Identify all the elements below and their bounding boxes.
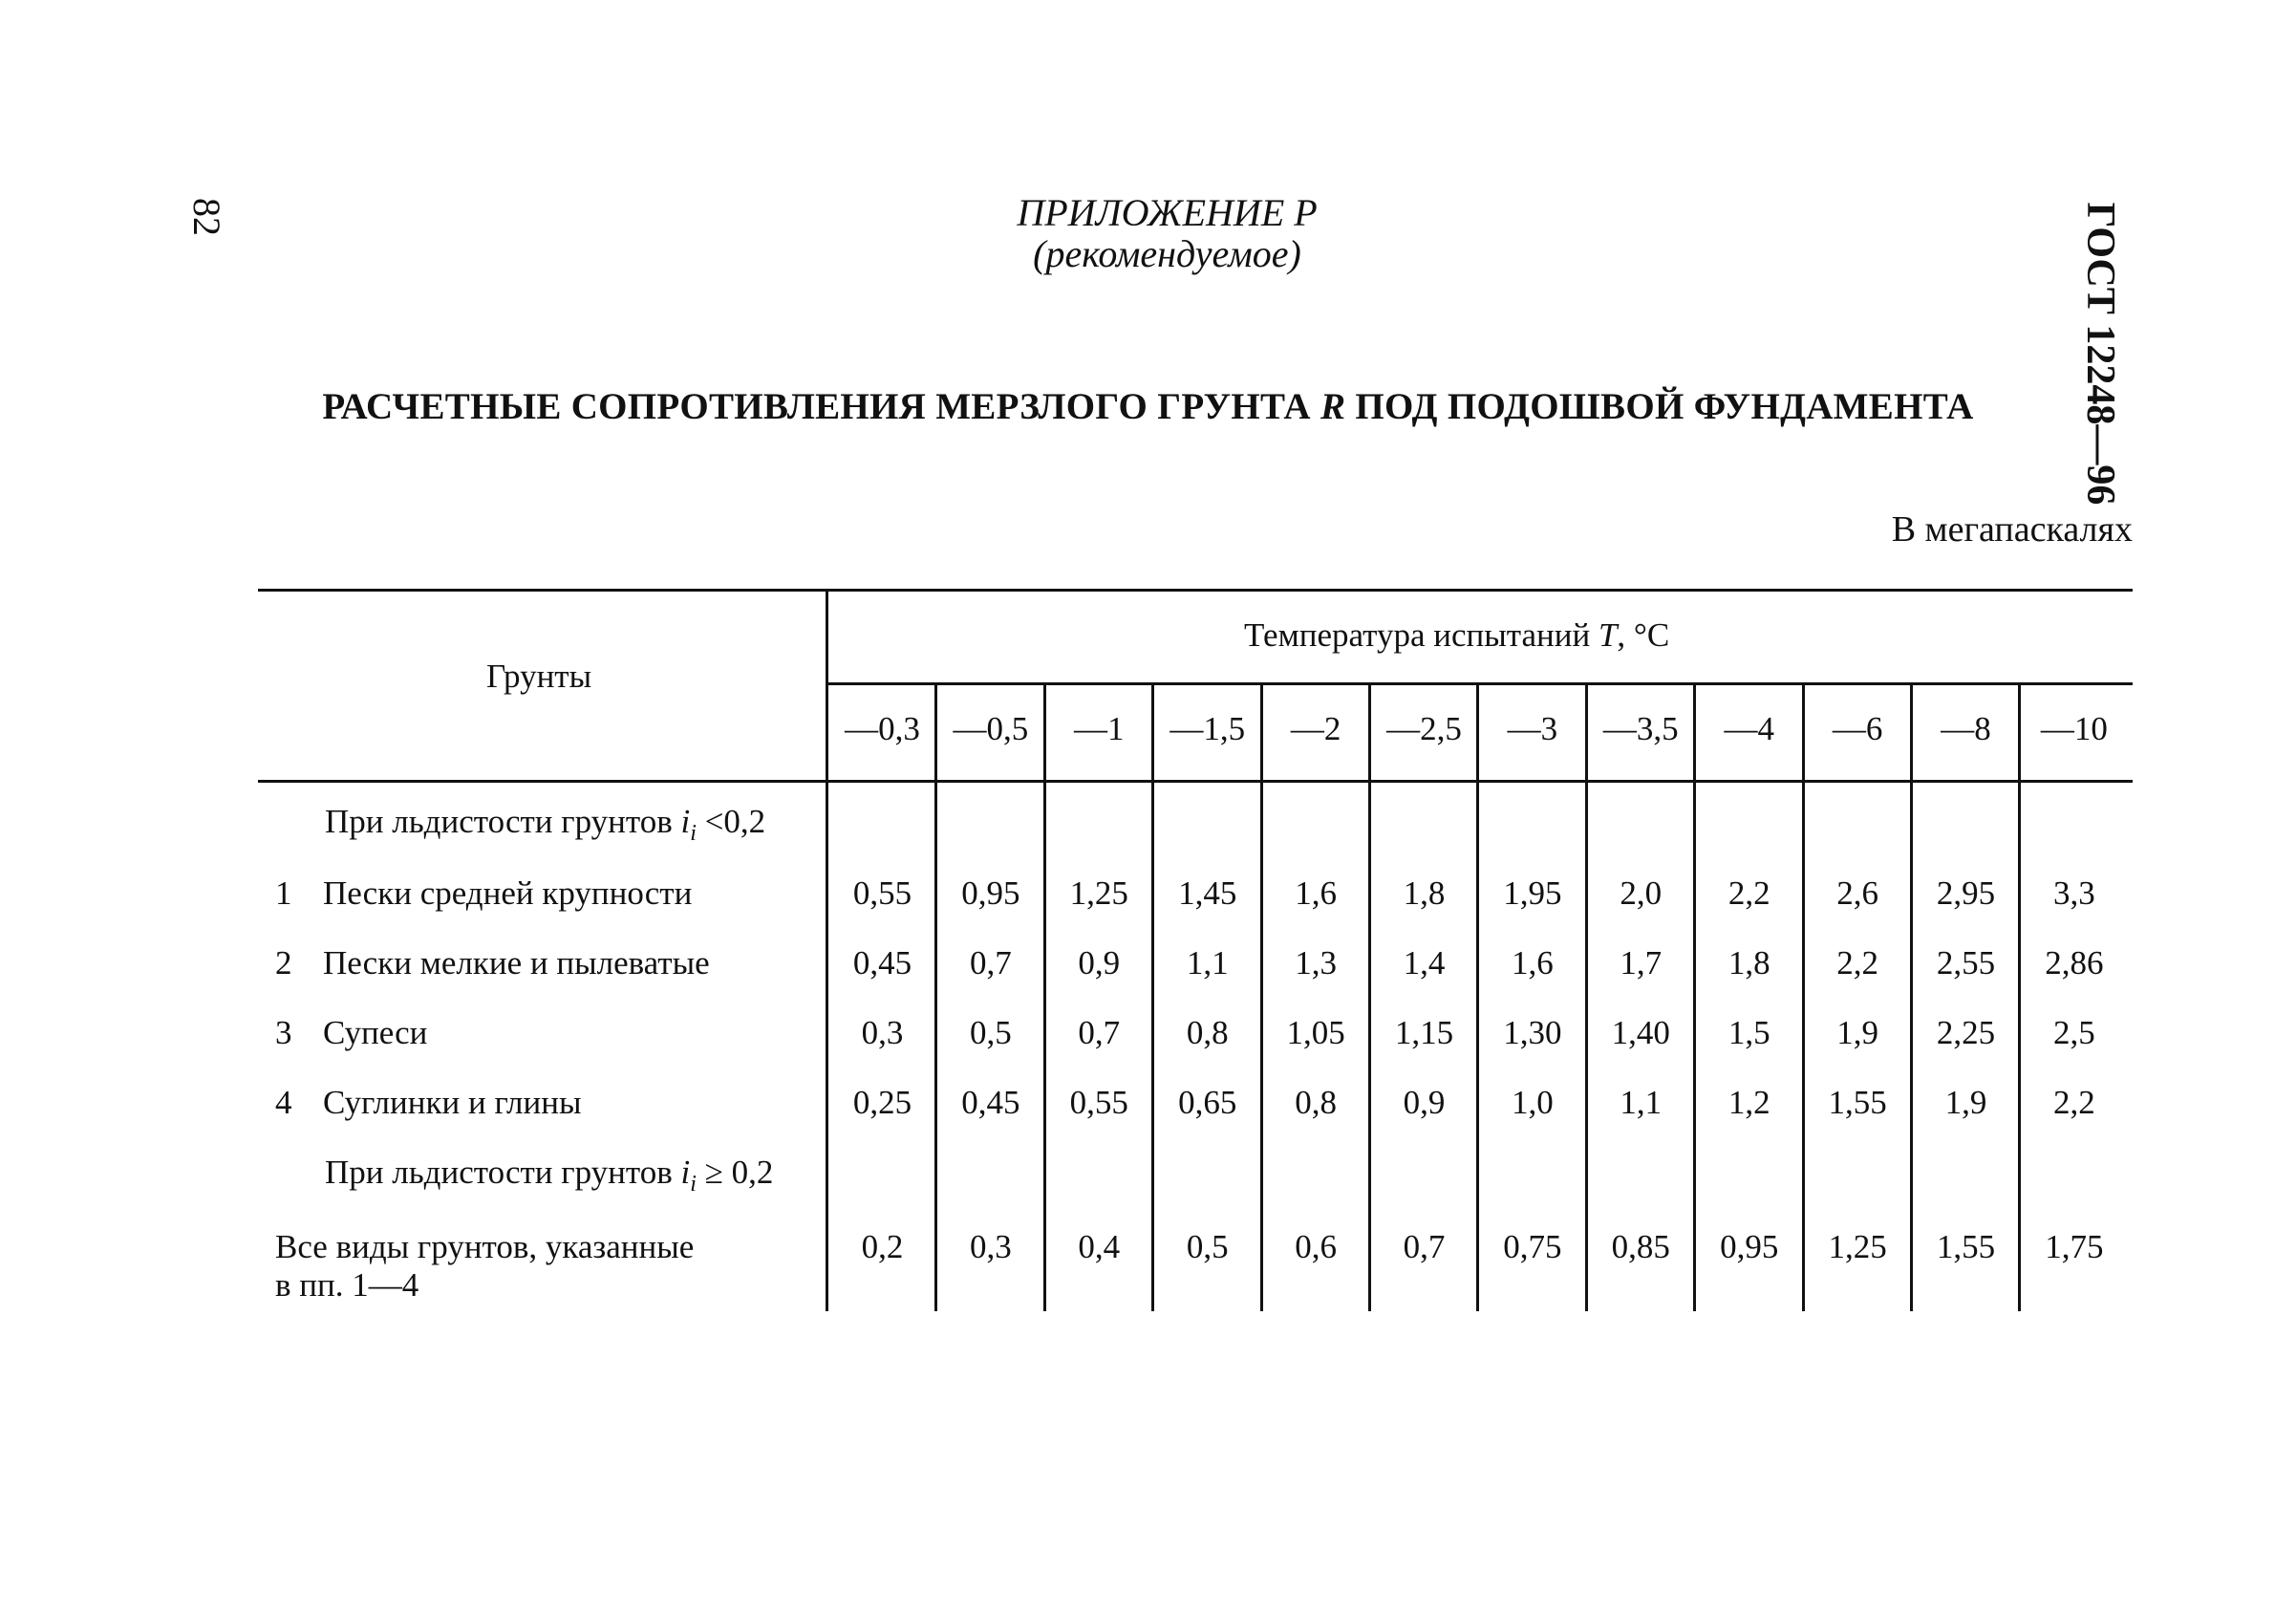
table-cell: 0,55	[1069, 1084, 1128, 1121]
table-row-4-label: 4 Суглинки и глины	[275, 1084, 582, 1121]
temperature-header	[1244, 616, 1669, 655]
temperature-column-header: —3	[1507, 710, 1558, 747]
table-cell: 1,25	[1069, 874, 1128, 912]
table-cell: 0,7	[1078, 1014, 1121, 1051]
table-cell: 0,25	[852, 1084, 912, 1121]
page-number: 82	[185, 198, 228, 236]
table-cell: 1,2	[1727, 1084, 1770, 1121]
table-cell: 0,7	[1403, 1228, 1446, 1265]
column-divider	[1910, 684, 1913, 1311]
table-cell: 1,1	[1186, 944, 1229, 982]
table-top-rule	[258, 589, 2133, 592]
standard-designation: ГОСТ 12248—96	[2078, 202, 2122, 506]
table-cell: 0,6	[1295, 1228, 1337, 1265]
temperature-symbol: T	[1598, 616, 1618, 654]
table-cell: 0,3	[970, 1228, 1012, 1265]
temperature-column-header: —0,5	[953, 710, 1029, 747]
table-cell: 0,5	[970, 1014, 1012, 1051]
table-row-2-label: 2 Пески мелкие и пылеватые	[275, 944, 710, 982]
table-cell: 1,75	[2045, 1228, 2104, 1265]
table-cell: 0,85	[1611, 1228, 1670, 1265]
table-cell: 1,15	[1394, 1014, 1454, 1051]
soil-column-header: Грунты	[486, 658, 592, 695]
table-cell: 2,55	[1936, 944, 1996, 982]
temperature-column-header: —4	[1724, 710, 1774, 747]
table-row-1-label: 1 Пески средней крупности	[275, 874, 693, 912]
table-cell: 0,3	[861, 1014, 904, 1051]
appendix-heading: ПРИЛОЖЕНИЕ Р	[1017, 191, 1318, 234]
temperature-column-header: —1,5	[1169, 710, 1246, 747]
table-cell: 2,0	[1620, 874, 1663, 912]
table-cell: 1,25	[1828, 1228, 1887, 1265]
column-divider	[934, 684, 937, 1311]
table-cell: 1,30	[1503, 1014, 1562, 1051]
table-cell: 1,55	[1828, 1084, 1887, 1121]
table-cell: 0,5	[1186, 1228, 1229, 1265]
temperature-header-text: Температура испытаний	[1244, 616, 1591, 654]
table-cell: 1,40	[1611, 1014, 1670, 1051]
table-cell: 1,3	[1295, 944, 1337, 982]
title-symbol: R	[1320, 386, 1346, 427]
table-row-all-label: Все виды грунтов, указанные в пп. 1—4	[275, 1228, 695, 1305]
table-cell: 1,6	[1295, 874, 1337, 912]
temperature-column-header: —1	[1074, 710, 1125, 747]
column-divider	[1151, 684, 1154, 1311]
temperature-column-header: —0,3	[845, 710, 920, 747]
table-cell: 1,1	[1620, 1084, 1663, 1121]
appendix-subheading: (рекомендуемое)	[1033, 232, 1301, 275]
document-title	[0, 385, 2296, 428]
table-cell: 0,9	[1078, 944, 1121, 982]
table-cell: 0,9	[1403, 1084, 1446, 1121]
table-cell: 0,55	[852, 874, 912, 912]
temperature-column-header: —6	[1832, 710, 1883, 747]
table-cell: 1,95	[1503, 874, 1562, 912]
table-cell: 0,95	[1720, 1228, 1779, 1265]
header-bottom-rule	[258, 780, 2133, 783]
temperature-column-header: —2,5	[1386, 710, 1462, 747]
table-cell: 2,5	[2053, 1014, 2095, 1051]
section-ice-content-high: При льдистости грунтов $i_i \ge 0,2$	[325, 1154, 774, 1197]
column-divider	[1585, 684, 1588, 1311]
temperature-unit: , °C	[1617, 616, 1670, 654]
table-cell: 2,86	[2045, 944, 2104, 982]
column-divider	[2018, 684, 2021, 1311]
table-cell: 1,6	[1512, 944, 1554, 982]
table-cell: 2,95	[1936, 874, 1996, 912]
table-cell: 0,45	[852, 944, 912, 982]
column-divider	[1802, 684, 1805, 1311]
column-divider	[1043, 684, 1046, 1311]
table-cell: 2,25	[1936, 1014, 1996, 1051]
table-cell: 0,4	[1078, 1228, 1121, 1265]
table-cell: 2,6	[1836, 874, 1878, 912]
section-ice-content-low: При льдистости грунтов $i_i <0,2$	[325, 803, 766, 846]
table-cell: 1,45	[1178, 874, 1237, 912]
table-row-3-label: 3 Супеси	[275, 1014, 428, 1051]
table-cell: 1,9	[1944, 1084, 1987, 1121]
table-cell: 1,55	[1936, 1228, 1996, 1265]
temperature-column-header: —8	[1941, 710, 1991, 747]
column-divider	[1476, 684, 1479, 1311]
column-divider	[1260, 684, 1263, 1311]
title-part-2: ПОД ПОДОШВОЙ ФУНДАМЕНТА	[1355, 386, 1974, 427]
table-cell: 0,8	[1295, 1084, 1337, 1121]
table-cell: 1,4	[1403, 944, 1446, 982]
table-cell: 1,05	[1286, 1014, 1345, 1051]
table-cell: 2,2	[1836, 944, 1878, 982]
table-cell: 0,65	[1178, 1084, 1237, 1121]
table-cell: 3,3	[2053, 874, 2095, 912]
title-part-1: РАСЧЕТНЫЕ СОПРОТИВЛЕНИЯ МЕРЗЛОГО ГРУНТА	[322, 386, 1311, 427]
table-cell: 2,2	[2053, 1084, 2095, 1121]
column-divider	[1693, 684, 1696, 1311]
table-cell: 1,8	[1727, 944, 1770, 982]
table-cell: 0,2	[861, 1228, 904, 1265]
table-cell: 1,7	[1620, 944, 1663, 982]
table-cell: 1,9	[1836, 1014, 1878, 1051]
temperature-column-header: —2	[1290, 710, 1341, 747]
temperature-column-header: —10	[2040, 710, 2108, 747]
column-divider	[1368, 684, 1371, 1311]
table-cell: 0,95	[961, 874, 1020, 912]
table-cell: 1,0	[1512, 1084, 1554, 1121]
table-cell: 2,2	[1727, 874, 1770, 912]
temperature-column-header: —3,5	[1602, 710, 1679, 747]
table-cell: 0,45	[961, 1084, 1020, 1121]
table-cell: 0,7	[970, 944, 1012, 982]
table-cell: 1,8	[1403, 874, 1446, 912]
table-cell: 1,5	[1727, 1014, 1770, 1051]
table-cell: 0,75	[1503, 1228, 1562, 1265]
table-cell: 0,8	[1186, 1014, 1229, 1051]
units-note: В мегапаскалях	[1891, 509, 2133, 550]
